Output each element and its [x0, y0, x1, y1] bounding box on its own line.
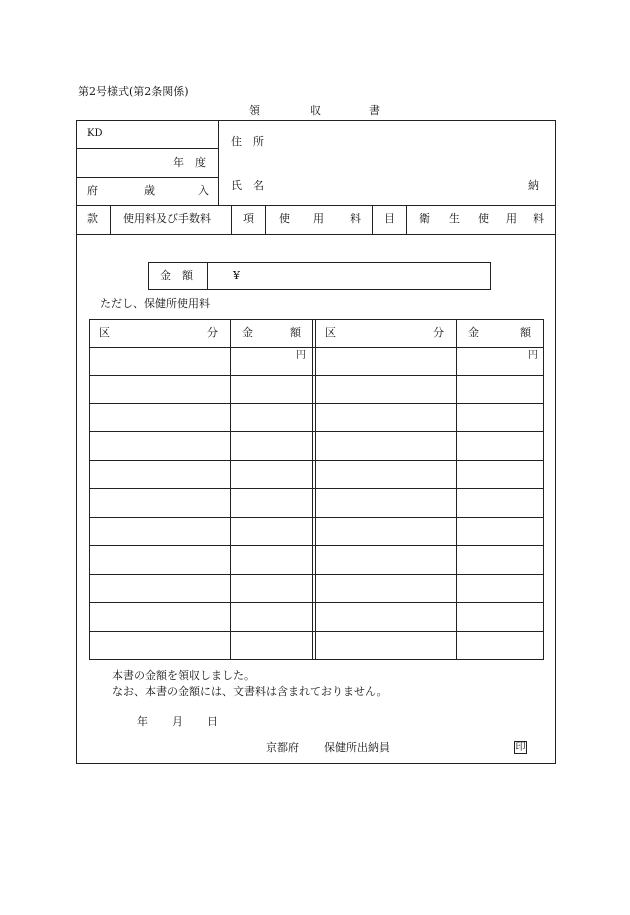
table-row-line: [89, 545, 544, 546]
receipt-statement: 本書の金額を領収しました。: [112, 669, 255, 682]
address-label: 住 所: [231, 135, 264, 148]
kou-label: 項: [243, 212, 254, 225]
header-left-ku: 区: [99, 326, 110, 339]
fu-char: 府: [87, 184, 98, 197]
yen-unit-left: 円: [296, 350, 306, 361]
table-center-divider: [312, 319, 316, 660]
moku-label: 目: [384, 212, 395, 225]
seal-mark: 印: [515, 742, 526, 753]
kan-label: 款: [87, 212, 98, 225]
date-day: 日: [207, 715, 218, 728]
top-divider: [218, 120, 219, 205]
usage-note: ただし、保健所使用料: [100, 297, 210, 310]
header-right-ku: 区: [325, 326, 336, 339]
header-left-bun: 分: [207, 326, 218, 339]
table-row-line: [89, 517, 544, 518]
table-row-line: [89, 488, 544, 489]
kou-value-2: 用: [313, 212, 324, 225]
kou-value-1: 使: [279, 212, 290, 225]
moku-value-5: 料: [533, 212, 544, 225]
date-month: 月: [172, 715, 183, 728]
top-line-1: [76, 148, 218, 149]
kou-value-3: 料: [350, 212, 361, 225]
cat-div-3: [265, 205, 266, 234]
cat-div-4: [372, 205, 373, 234]
prefecture-name: 京都府: [266, 741, 299, 754]
header-right-bun: 分: [433, 326, 444, 339]
header-left-gaku: 額: [290, 326, 301, 339]
kd-label: KD: [87, 128, 103, 139]
table-row-line: [89, 574, 544, 575]
sai-char: 歳: [144, 184, 155, 197]
table-row-line: [89, 375, 544, 376]
amount-divider: [207, 262, 208, 290]
table-row-line: [89, 403, 544, 404]
currency-symbol: ¥: [233, 269, 240, 282]
stamp-duty-note: なお、本書の金額には、文書料は含まれておりません。: [112, 685, 388, 698]
header-right-gaku: 額: [520, 326, 531, 339]
form-number: 第2号様式(第2条関係): [78, 85, 189, 98]
top-line-2: [76, 177, 218, 178]
moku-value-1: 衛: [419, 212, 430, 225]
category-line: [76, 234, 556, 235]
date-year: 年: [137, 715, 148, 728]
kan-value: 使用料及び手数料: [123, 212, 211, 225]
nyu-char: 入: [198, 184, 209, 197]
officer-title: 保健所出納員: [324, 741, 390, 754]
nou-label: 納: [528, 179, 539, 192]
table-row-line: [89, 602, 544, 603]
moku-value-3: 使: [478, 212, 489, 225]
amount-box[interactable]: [148, 262, 491, 290]
nendo-label: 年 度: [173, 156, 206, 169]
table-row-line: [89, 460, 544, 461]
amount-label: 金 額: [160, 269, 193, 282]
cat-div-2: [231, 205, 232, 234]
table-col-3: [456, 319, 457, 660]
title-char-3: 書: [369, 104, 380, 117]
table-row-line: [89, 347, 544, 348]
header-right-kin: 金: [468, 326, 479, 339]
yen-unit-right: 円: [528, 350, 538, 361]
detail-table: [89, 319, 544, 660]
cat-div-1: [110, 205, 111, 234]
title-char-2: 収: [310, 104, 321, 117]
header-left-kin: 金: [242, 326, 253, 339]
title-char-1: 領: [249, 104, 260, 117]
table-row-line: [89, 431, 544, 432]
name-label: 氏 名: [231, 179, 264, 192]
cat-div-5: [406, 205, 407, 234]
top-line-3: [76, 205, 556, 206]
table-col-1: [230, 319, 231, 660]
table-row-line: [89, 631, 544, 632]
moku-value-2: 生: [449, 212, 460, 225]
moku-value-4: 用: [506, 212, 517, 225]
